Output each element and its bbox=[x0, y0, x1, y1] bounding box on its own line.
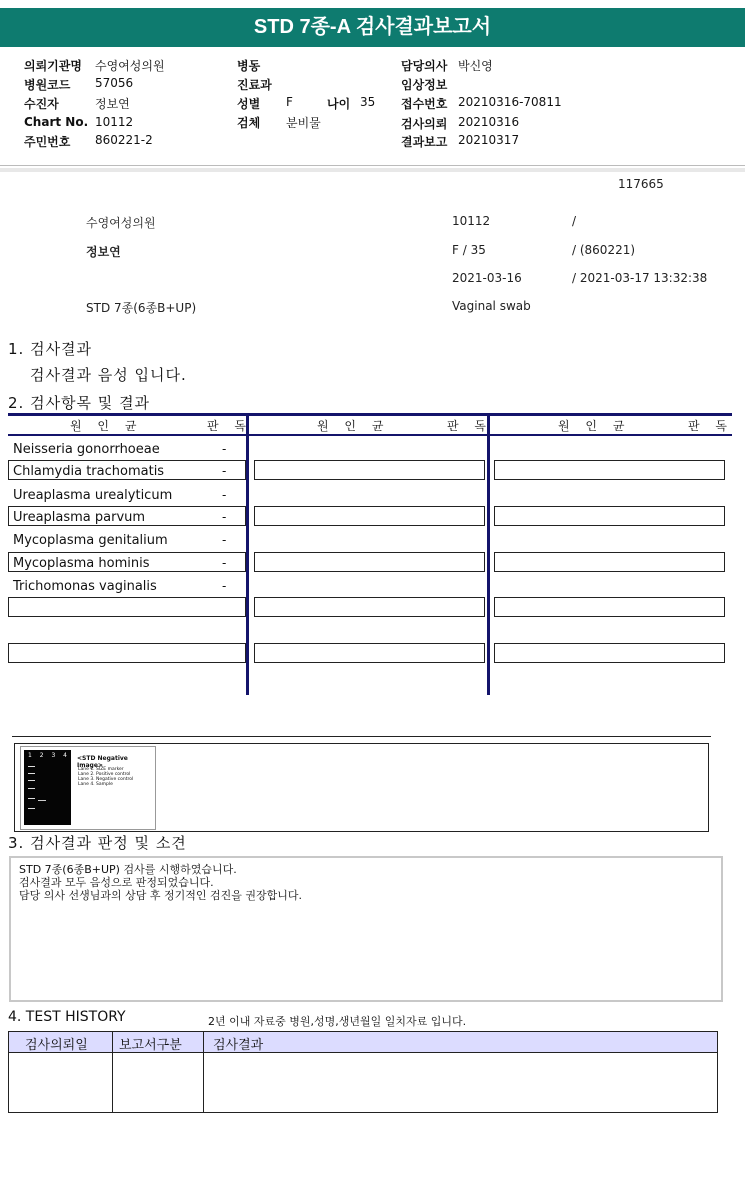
history-col-divider bbox=[112, 1032, 113, 1112]
table-column-divider bbox=[246, 413, 249, 695]
gel-legend-item: Lane 3. Negative control bbox=[78, 777, 134, 782]
gel-legend-item: Lane 4. Sample bbox=[78, 782, 113, 787]
doctor-label: 담당의사 bbox=[401, 59, 448, 73]
opinion-box bbox=[9, 856, 723, 1002]
gel-photo bbox=[24, 750, 71, 825]
lane-number: 1 bbox=[28, 752, 32, 759]
report-datetime: / 2021-03-17 13:32:38 bbox=[572, 271, 708, 285]
birth-date: / (860221) bbox=[572, 243, 636, 257]
dept-label: 진료과 bbox=[237, 78, 272, 92]
chart-value: 10112 bbox=[95, 115, 134, 129]
request-date: 2021-03-16 bbox=[452, 271, 522, 285]
test-name: STD 7종(6종B+UP) bbox=[86, 301, 197, 315]
table-top-rule bbox=[8, 413, 732, 416]
organism-result: - bbox=[222, 488, 227, 502]
section2-title: 2. 검사항목 및 결과 bbox=[8, 394, 151, 412]
sample-number: 117665 bbox=[618, 177, 664, 191]
receipt-label: 접수번호 bbox=[401, 97, 448, 111]
institution-label: 의뢰기관명 bbox=[24, 59, 82, 73]
institution-value: 수영여성의원 bbox=[95, 59, 165, 73]
ward-label: 병동 bbox=[237, 59, 261, 73]
organism-name: Mycoplasma genitalium bbox=[13, 533, 168, 548]
section1-title: 1. 검사결과 bbox=[8, 340, 93, 358]
organism-result: - bbox=[222, 556, 227, 570]
empty-cell bbox=[254, 552, 485, 572]
organism-name: Chlamydia trachomatis bbox=[13, 464, 165, 479]
request-label: 검사의뢰 bbox=[401, 117, 448, 131]
organism-result: - bbox=[222, 442, 227, 456]
empty-cell bbox=[494, 643, 725, 663]
table-header-rule bbox=[8, 434, 732, 436]
organism-name: Trichomonas vaginalis bbox=[13, 579, 157, 594]
chart-number: 10112 bbox=[452, 214, 491, 228]
receipt-value: 20210316-70811 bbox=[458, 95, 562, 109]
organism-name: Ureaplasma urealyticum bbox=[13, 488, 173, 503]
header-organism: 원 인 균 bbox=[70, 419, 143, 433]
specimen-value: 분비물 bbox=[286, 116, 321, 130]
empty-cell bbox=[8, 597, 246, 617]
history-header-type: 보고서구분 bbox=[119, 1038, 182, 1053]
organism-name: Ureaplasma parvum bbox=[13, 510, 146, 525]
report-value: 20210317 bbox=[458, 133, 520, 147]
gel-band bbox=[28, 808, 35, 809]
gel-legend-item: Lane 1. SIZE marker bbox=[78, 767, 124, 772]
organism-result: - bbox=[222, 579, 227, 593]
header-organism: 원 인 균 bbox=[558, 419, 631, 433]
sex-age: F / 35 bbox=[452, 243, 486, 257]
code-label: 병원코드 bbox=[24, 78, 71, 92]
header-divider bbox=[0, 165, 745, 166]
empty-cell bbox=[254, 643, 485, 663]
specimen-label: 검체 bbox=[237, 116, 261, 130]
empty-cell bbox=[8, 643, 246, 663]
organism-result: - bbox=[222, 533, 227, 547]
gel-band bbox=[28, 773, 35, 774]
report-label: 결과보고 bbox=[401, 135, 448, 149]
empty-cell bbox=[494, 552, 725, 572]
patient-name: 정보연 bbox=[86, 245, 121, 259]
id-label: 주민번호 bbox=[24, 135, 71, 149]
section1-result: 검사결과 음성 입니다. bbox=[30, 366, 187, 384]
header-result: 판 독 bbox=[688, 419, 733, 433]
opinion-line: 담당 의사 선생님과의 상담 후 정기적인 검진을 권장합니다. bbox=[19, 889, 302, 902]
section3-title: 3. 검사결과 판정 및 소견 bbox=[8, 834, 187, 852]
gel-title: <STD Negative Image> bbox=[77, 755, 128, 769]
organism-result: - bbox=[222, 510, 227, 524]
organism-result: - bbox=[222, 464, 227, 478]
gel-band bbox=[28, 780, 35, 781]
doctor-value: 박신영 bbox=[458, 59, 493, 73]
header-result: 판 독 bbox=[447, 419, 492, 433]
history-header-row bbox=[9, 1032, 717, 1053]
header-shadow bbox=[0, 168, 745, 172]
chart-label: Chart No. bbox=[24, 115, 89, 129]
gel-band bbox=[28, 798, 35, 799]
opinion-line: STD 7종(6종B+UP) 검사를 시행하였습니다. bbox=[19, 863, 237, 876]
age-label: 나이 bbox=[327, 97, 351, 111]
hospital-name: 수영여성의원 bbox=[86, 216, 156, 230]
gel-band bbox=[38, 800, 46, 801]
empty-cell bbox=[494, 506, 725, 526]
patient-label: 수진자 bbox=[24, 97, 59, 111]
history-note: 2년 이내 자료중 병원,성명,생년월일 일치자료 입니다. bbox=[208, 1015, 467, 1028]
code-value: 57056 bbox=[95, 76, 134, 90]
report-title: STD 7종-A 검사결과보고서 bbox=[0, 8, 745, 47]
organism-name: Neisseria gonorrhoeae bbox=[13, 442, 160, 457]
gel-band bbox=[28, 766, 35, 767]
empty-cell bbox=[494, 597, 725, 617]
specimen-name: Vaginal swab bbox=[452, 299, 531, 313]
slash: / bbox=[572, 214, 577, 228]
header-organism: 원 인 균 bbox=[317, 419, 390, 433]
history-table bbox=[8, 1031, 718, 1113]
empty-cell bbox=[254, 460, 485, 480]
gel-legend bbox=[78, 767, 133, 787]
lane-number: 3 bbox=[51, 752, 56, 759]
section4-title: 4. TEST HISTORY bbox=[8, 1009, 126, 1025]
lane-number: 4 bbox=[63, 752, 67, 759]
history-header-result: 검사결과 bbox=[213, 1038, 264, 1053]
history-header-date: 검사의뢰일 bbox=[25, 1038, 88, 1053]
id-value: 860221-2 bbox=[95, 133, 153, 147]
clinical-label: 임상정보 bbox=[401, 78, 448, 92]
gel-top-rule bbox=[12, 736, 711, 737]
request-value: 20210316 bbox=[458, 115, 520, 129]
empty-cell bbox=[254, 506, 485, 526]
gel-band bbox=[28, 788, 35, 789]
sex-value: F bbox=[286, 95, 293, 109]
patient-value: 정보연 bbox=[95, 97, 130, 111]
lane-number: 2 bbox=[39, 752, 44, 759]
sex-label: 성별 bbox=[237, 97, 261, 111]
opinion-line: 검사결과 모두 음성으로 판정되었습니다. bbox=[19, 876, 214, 889]
empty-cell bbox=[494, 460, 725, 480]
opinion-text bbox=[11, 858, 721, 902]
empty-cell bbox=[254, 597, 485, 617]
age-value: 35 bbox=[360, 95, 376, 109]
gel-image bbox=[20, 746, 156, 830]
organism-name: Mycoplasma hominis bbox=[13, 556, 150, 571]
table-column-divider bbox=[487, 413, 490, 695]
history-col-divider bbox=[203, 1032, 204, 1112]
header-result: 판 독 bbox=[207, 419, 252, 433]
gel-legend-item: Lane 2. Positive control bbox=[78, 772, 131, 777]
